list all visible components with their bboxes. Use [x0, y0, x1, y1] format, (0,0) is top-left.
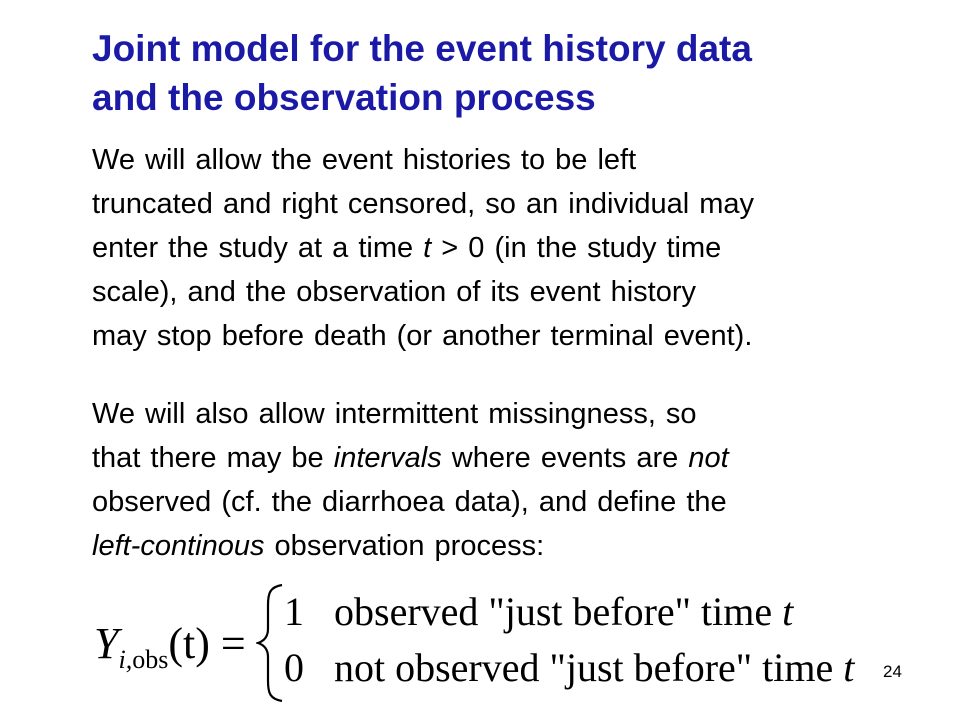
title-line-2: and the observation process	[92, 77, 596, 118]
emphasis-not: not	[688, 442, 729, 474]
paragraph1-line-5: may stop before death (or another terminal event).	[92, 320, 753, 352]
paragraph-truncation	[92, 138, 942, 358]
paragraph2-line-4-end: observation process:	[264, 530, 545, 562]
formula-case-observed	[284, 589, 793, 635]
formula-y-variable: Y	[94, 619, 119, 668]
observation-process-formula	[94, 583, 854, 703]
paragraph1-line-1: We will allow the event histories to be left	[92, 144, 637, 176]
formula-subscript	[118, 645, 168, 674]
time-variable: t	[423, 232, 432, 264]
left-brace-icon	[256, 583, 286, 703]
formula-argument: (t) =	[168, 619, 246, 668]
emphasis-intervals: intervals	[333, 442, 442, 474]
case1-value: 1	[284, 589, 304, 634]
slide-title	[92, 24, 912, 122]
paragraph1-line-2: truncated and right censored, so an individual may	[92, 188, 755, 220]
paragraph2-line-2-start: that there may be	[92, 442, 334, 474]
paragraph2-line-2-middle: where events are	[441, 442, 689, 474]
formula-lhs	[94, 619, 246, 675]
emphasis-left-continous: left-continous	[92, 530, 265, 562]
paragraph1-line-4: scale), and the observation of its event history	[92, 276, 696, 308]
page-number: 24	[883, 662, 902, 681]
paragraph1-line-3-end: > 0 (in the study time	[431, 232, 722, 264]
paragraph2-line-4	[92, 524, 942, 568]
formula-subscript-index: i,	[118, 645, 133, 674]
paragraph2-line-1: We will also allow intermittent missingness, so	[92, 398, 697, 430]
case2-text: not observed "just before" time	[334, 645, 844, 690]
paragraph1-line-3	[92, 226, 942, 270]
paragraph2-line-3: observed (cf. the diarrhoea data), and define the	[92, 486, 727, 518]
paragraph2-line-2	[92, 436, 942, 480]
title-line-1: Joint model for the event history data	[92, 28, 752, 69]
case1-time-variable: t	[782, 589, 794, 634]
paragraph-missingness	[92, 392, 942, 568]
formula-subscript-obs: obs	[132, 645, 169, 674]
case1-text: observed "just before" time	[334, 589, 783, 634]
formula-case-not-observed	[284, 645, 854, 691]
case2-time-variable: t	[843, 645, 855, 690]
case2-value: 0	[284, 645, 304, 690]
paragraph1-line-3-start: enter the study at a time	[92, 232, 424, 264]
